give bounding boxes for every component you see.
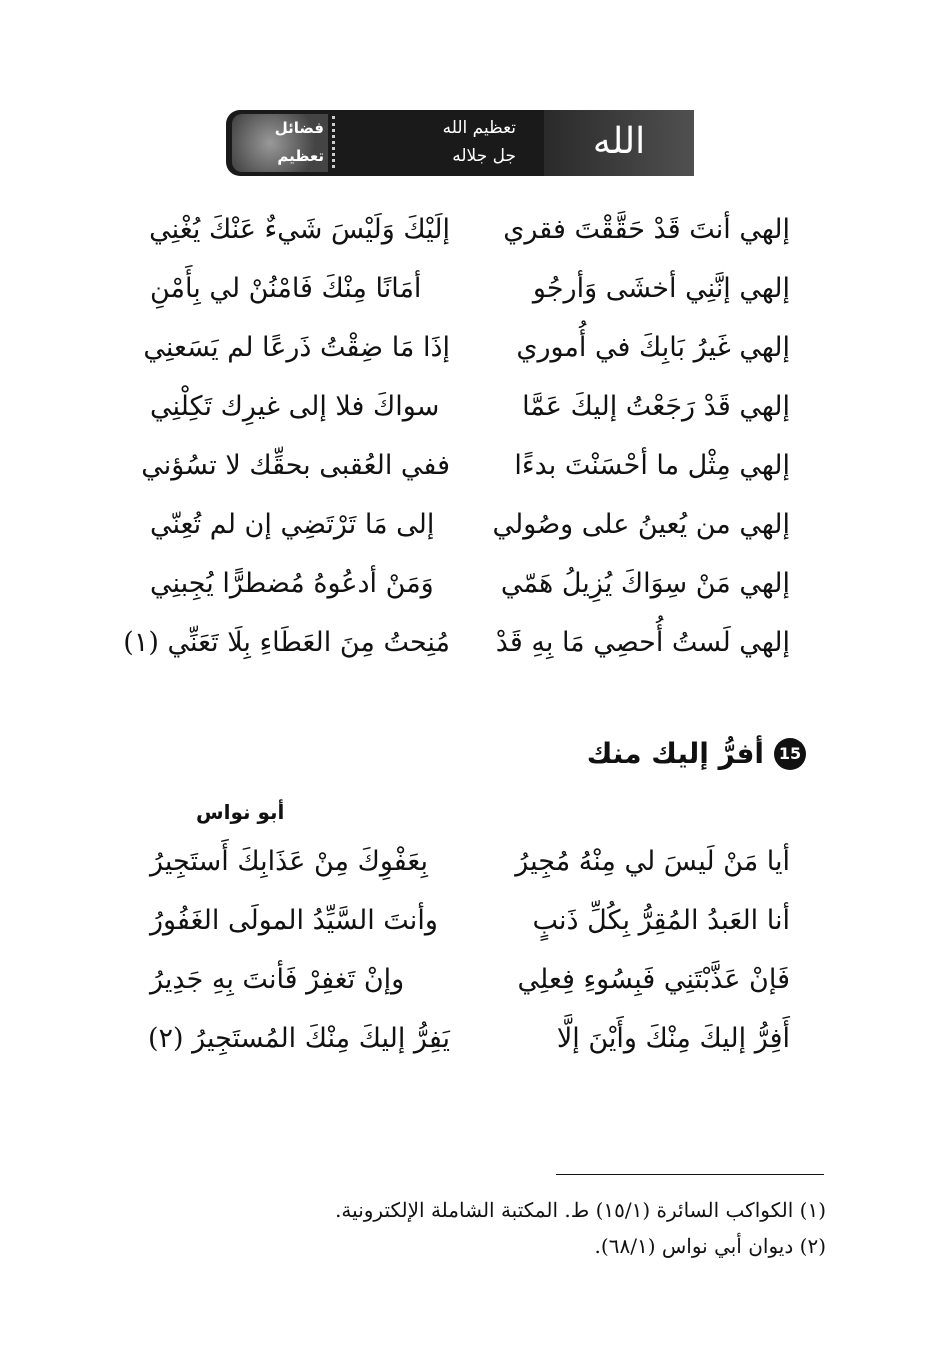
poet-name: أبو نواس (196, 800, 285, 824)
footnotes (226, 1192, 826, 1264)
verse (150, 891, 790, 950)
verse-first-hemistich: إلهي غَيرُ بَابِكَ في أُموري (516, 332, 790, 363)
verse (150, 554, 790, 613)
verse-second-hemistich: يَفِرُّ إليكَ مِنْكَ المُستَجِيرُ (٢) (147, 1023, 450, 1054)
section-number-badge: 15 (774, 738, 806, 770)
verse-first-hemistich: إلهي لَستُ أُحصِي مَا بِهِ قَدْ (495, 627, 790, 658)
verse (150, 200, 790, 259)
verse-second-hemistich: إلَيْكَ وَلَيْسَ شَيءٌ عَنْكَ يُغْنِي (149, 214, 450, 245)
verse-second-hemistich: إلى مَا تَرْتَضِي إن لم تُعِنّي (150, 509, 435, 540)
verse-first-hemistich: أيا مَنْ لَيسَ لي مِنْهُ مُجِيرُ (515, 846, 790, 877)
poem-2 (147, 832, 790, 1068)
verse (141, 436, 790, 495)
verse-first-hemistich: أنا العَبدُ المُقِرُّ بِكُلِّ ذَنبٍ (532, 905, 790, 936)
verse (123, 613, 790, 672)
chapter-title-line-1: تعظيم الله (442, 118, 516, 138)
verse-first-hemistich: إلهي مِثْل ما أحْسَنْتَ بدءًا (514, 450, 790, 481)
section-heading (587, 737, 806, 770)
chapter-title-line-2: جل جلاله (452, 146, 516, 166)
verse-second-hemistich: سواكَ فلا إلى غيرِك تَكِلْنِي (150, 391, 440, 422)
verse-second-hemistich: بِعَفْوِكَ مِنْ عَذَابِكَ أَستَجِيرُ (150, 846, 428, 877)
verse (150, 950, 790, 1009)
footnote-2: (٢) ديوان أبي نواس (٦٨/١). (594, 1234, 826, 1258)
poem-1 (123, 200, 790, 672)
verse (147, 1009, 790, 1068)
verse-first-hemistich: إلهي من يُعينُ على وصُولي (492, 509, 790, 540)
section-title: أفرُّ إليك منك (586, 737, 764, 770)
verse-second-hemistich: ففي العُقبى بحقِّك لا تسُؤني (141, 450, 450, 481)
verse-first-hemistich: إلهي أنتَ قَدْ حَقَّقْتَ فقري (503, 214, 790, 245)
verse (150, 832, 790, 891)
series-label-line-1: فضائل (274, 119, 324, 137)
verse-second-hemistich: إذَا مَا ضِقْتُ ذَرعًا لم يَسَعنِي (143, 332, 450, 363)
verse-first-hemistich: إلهي إنَّنِي أخشَى وَأرجُو (532, 273, 790, 304)
verse-second-hemistich: وأنتَ السَّيِّدُ المولَى الغَفُورُ (150, 905, 438, 936)
verse-first-hemistich: إلهي مَنْ سِوَاكَ يُزِيلُ هَمّي (500, 568, 790, 599)
series-label-line-2: تعظيم (277, 147, 324, 165)
verse-second-hemistich: أمَانًا مِنْكَ فَامْنُنْ لي بِأَمْنِ (150, 273, 422, 304)
verse-second-hemistich: وَمَنْ أدعُوهُ مُضطرًّا يُجِبنِي (150, 568, 434, 599)
chapter-title (366, 114, 516, 170)
verse (150, 495, 790, 554)
chapter-header-banner (226, 110, 694, 176)
verse-first-hemistich: فَإنْ عَذَّبْتَنِي فَبِسُوءِ فِعلِي (517, 964, 790, 995)
verse-second-hemistich: وإنْ تَغفِرْ فَأنتَ بِهِ جَدِيرُ (150, 964, 405, 995)
verse-second-hemistich: مُنِحتُ مِنَ العَطَاءِ بِلَا تَعَنِّي (١) (123, 627, 450, 658)
header-divider (332, 116, 339, 168)
verse (150, 259, 790, 318)
footnote-divider (556, 1174, 824, 1175)
series-label (232, 114, 328, 172)
verse (150, 377, 790, 436)
verse-first-hemistich: إلهي قَدْ رَجَعْتُ إليكَ عَمَّا (522, 391, 790, 422)
allah-calligraphy-logo: الله (544, 110, 694, 176)
verse-first-hemistich: أَفِرُّ إليكَ مِنْكَ وأَيْنَ إلَّا (556, 1023, 790, 1054)
verse (143, 318, 790, 377)
footnote-1: (١) الكواكب السائرة (١٥/١) ط. المكتبة الشاملة الإلكترونية. (335, 1198, 826, 1222)
